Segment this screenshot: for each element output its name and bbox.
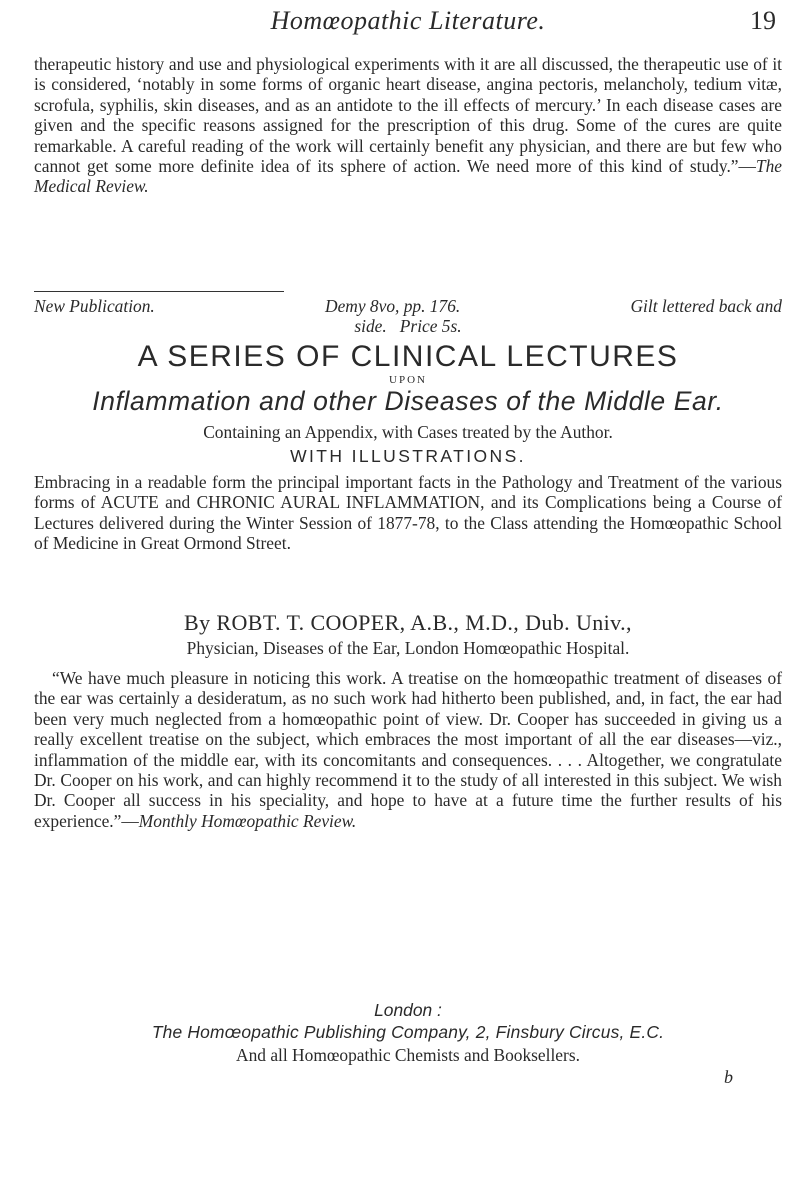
- publication-format: Demy 8vo, pp. 176.: [325, 296, 461, 316]
- running-head: Homœopathic Literature.: [270, 6, 546, 35]
- imprint-city: London :: [374, 1000, 442, 1020]
- signature-mark: b: [724, 1067, 733, 1087]
- book-subtitle: Inflammation and other Diseases of the Middle Ear.: [92, 386, 724, 416]
- page-header: [34, 2, 782, 42]
- review-source: Monthly Homœopathic Review.: [138, 810, 357, 831]
- book-title-upon: UPON: [389, 374, 427, 386]
- publication-binding-cont: side.: [354, 316, 387, 336]
- page-number: 19: [750, 6, 776, 35]
- publication-label: New Publication.: [34, 296, 155, 316]
- review-source: The Medical Review.: [34, 156, 782, 197]
- imprint-publisher: The Homœopathic Publishing Company, 2, Finsbury Circus, E.C.: [151, 1022, 665, 1042]
- publication-details: [34, 296, 782, 336]
- review-paragraph-monthly: [34, 668, 782, 831]
- book-description: Embracing in a readable form the principal important facts in the Pathology and Treatment of the various forms of ACUTE and CHRONIC AURAL INFLAMMATION, and its Complications being a Course of Lectures delivered during the Winter Session of 1877-78, to the Class attending the Homœopathic School of Medicine in Great Ormond Street.: [34, 472, 782, 554]
- section-divider: [34, 291, 284, 292]
- publication-binding: Gilt lettered back and: [630, 296, 782, 316]
- review-paragraph-medical: [34, 54, 782, 197]
- book-author: By ROBT. T. COOPER, A.B., M.D., Dub. Univ.,: [184, 610, 632, 635]
- author-affiliation: Physician, Diseases of the Ear, London Homœopathic Hospital.: [186, 638, 630, 658]
- review-text: therapeutic history and use and physiological experiments with it are all discussed, the therapeutic use of it is considered, ‘notably in some forms of organic heart disease, angina pectoris, melancholy, tedium vitæ, scrofula, syphilis, skin diseases, and as an antidote to the ill effects of mercury.’ In each disease cases are given and the specific reasons assigned for the prescription of this drug. Some of the cures are quite remarkable. A careful reading of the work will certainly benefit any physician, and there are but few who cannot get some more definite idea of its sphere of action. We need more of this kind of study.”—: [34, 54, 782, 177]
- book-title: A SERIES OF CLINICAL LECTURES: [137, 340, 679, 373]
- book-containing: Containing an Appendix, with Cases treated by the Author.: [203, 422, 613, 442]
- imprint-chemists: And all Homœopathic Chemists and Booksellers.: [236, 1045, 580, 1065]
- book-illustrations: WITH ILLUSTRATIONS.: [290, 446, 526, 466]
- publication-price: Price 5s.: [399, 316, 462, 336]
- review-text: “We have much pleasure in noticing this work. A treatise on the homœopathic treatment of diseases of the ear was certainly a desideratum, as no such work had hitherto been published, and, in fact, the ear had been very much neglected from a homœopathic point of view. Dr. Cooper has succeeded in giving us a really excellent treatise on the subject, which embraces the most important of all the ear diseases—viz., inflammation of the middle ear, with its concomitants and consequences. . . . Altogether, we congratulate Dr. Cooper on his work, and can highly recommend it to the study of all interested in this subject. We wish Dr. Cooper all success in his speciality, and hope to have at a future time the further results of his experience.”—: [34, 668, 782, 831]
